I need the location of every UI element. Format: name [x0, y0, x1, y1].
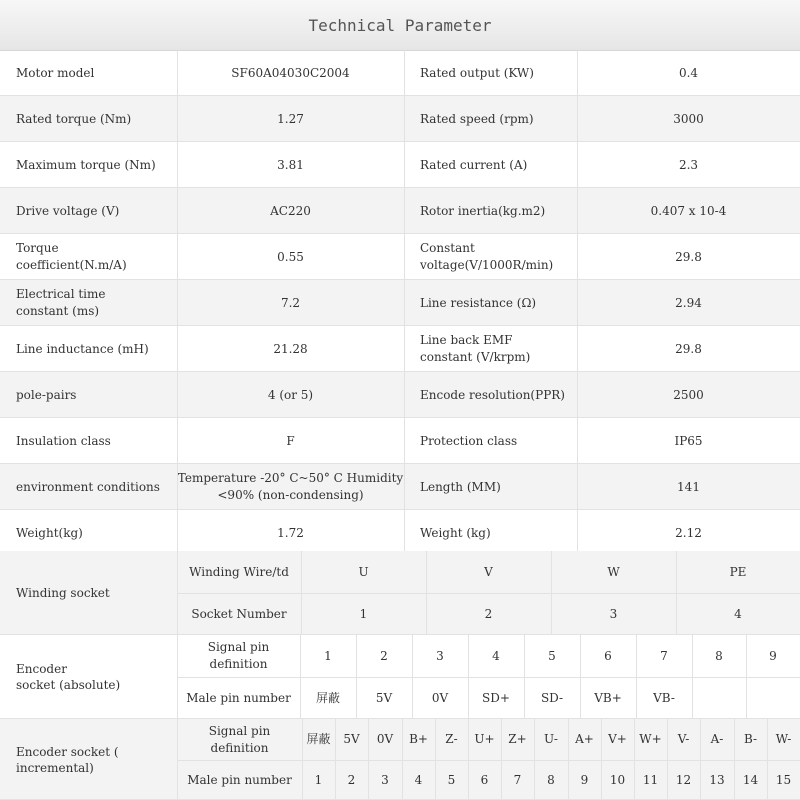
- pin-cell: V: [426, 551, 551, 593]
- param-label: Rated speed (rpm): [404, 96, 577, 142]
- param-label: Length (MM): [404, 464, 577, 510]
- pin-cell: 6: [468, 760, 501, 800]
- pin-cell: A+: [568, 719, 601, 760]
- winding-label: Winding socket: [0, 551, 177, 635]
- pin-cell: B-: [734, 719, 767, 760]
- param-value: 3000: [577, 96, 800, 142]
- param-value: 2500: [577, 372, 800, 418]
- param-label: Line resistance (Ω): [404, 280, 577, 326]
- param-label: Line inductance (mH): [16, 341, 149, 356]
- pin-cell: W-: [767, 719, 800, 760]
- pin-cell: W+: [634, 719, 667, 760]
- row-label: Socket Number: [177, 593, 301, 635]
- pin-cell: 5: [548, 648, 556, 663]
- row-label: Male pin number: [177, 760, 302, 800]
- param-label: Rated output (KW): [420, 65, 534, 80]
- param-value: 1.27: [177, 96, 404, 142]
- pin-cell: 4: [676, 593, 800, 635]
- pin-cell: SD-: [540, 690, 564, 705]
- pin-cell: 8: [534, 760, 568, 800]
- param-value: 141: [577, 464, 800, 510]
- param-value: 1.72: [277, 525, 304, 540]
- pin-cell: 13: [700, 760, 734, 800]
- pin-cell: 11: [634, 760, 667, 800]
- param-value: 29.8: [675, 249, 702, 264]
- param-value: 0.407 x 10-4: [577, 188, 800, 234]
- pin-cell: 3: [368, 760, 402, 800]
- param-label: Encode resolution(PPR): [404, 372, 577, 418]
- pin-cell: 5V: [375, 690, 393, 705]
- pin-cell: 2: [380, 648, 388, 663]
- param-value: 2.3: [678, 157, 699, 172]
- pin-cell: U+: [468, 719, 501, 760]
- grid-line: [404, 50, 405, 556]
- pin-cell: 7: [501, 760, 534, 800]
- param-label: pole-pairs: [0, 372, 177, 418]
- pin-cell: 8: [715, 648, 723, 663]
- pin-cell: 1: [324, 648, 332, 663]
- row-label: Male pin number: [186, 690, 291, 705]
- pin-cell: U: [301, 551, 426, 593]
- param-value: 3.81: [277, 157, 304, 172]
- pin-cell: A-: [700, 719, 734, 760]
- pin-cell: 6: [604, 648, 612, 663]
- grid-line: [577, 50, 578, 556]
- param-label: Weight (kg): [420, 525, 491, 540]
- pin-cell: 1: [301, 593, 426, 635]
- param-label: Protection class: [420, 433, 518, 448]
- pin-cell: 3: [551, 593, 676, 635]
- sheet-title: Technical Parameter: [0, 0, 800, 51]
- param-label: Torque coefficient(N.m/A): [16, 241, 127, 272]
- param-label: Drive voltage (V): [0, 188, 177, 234]
- pin-cell: V+: [601, 719, 634, 760]
- param-value: 29.8: [675, 341, 702, 356]
- pin-cell: PE: [676, 551, 800, 593]
- param-value: 0.4: [678, 65, 699, 80]
- param-value: 7.2: [177, 280, 404, 326]
- param-label: Rotor inertia(kg.m2): [404, 188, 577, 234]
- pin-cell: 0V: [431, 690, 449, 705]
- row-label: Winding Wire/td: [177, 551, 301, 593]
- row-label: Signal pin definition: [207, 640, 270, 671]
- param-value: 2.94: [577, 280, 800, 326]
- pin-cell: [746, 677, 800, 719]
- pin-cell: VB+: [594, 690, 622, 705]
- pin-cell: 9: [769, 648, 777, 663]
- grid-line: [177, 50, 178, 556]
- param-label: Rated current (A): [420, 157, 528, 172]
- pin-cell: Z+: [501, 719, 534, 760]
- param-label: Insulation class: [16, 433, 111, 448]
- param-value: AC220: [177, 188, 404, 234]
- pin-cell: 5V: [335, 719, 368, 760]
- pin-cell: 12: [667, 760, 700, 800]
- pin-cell: 2: [426, 593, 551, 635]
- pin-cell: 1: [302, 760, 335, 800]
- pin-cell: 15: [767, 760, 800, 800]
- grid-line: [177, 760, 800, 761]
- pin-cell: 7: [660, 648, 668, 663]
- pin-cell: 屏蔽: [315, 690, 340, 705]
- row-label: Signal pin definition: [177, 719, 302, 760]
- pin-cell: 3: [436, 648, 444, 663]
- param-label: Line back EMF constant (V/krpm): [420, 333, 531, 364]
- param-value: SF60A04030C2004: [231, 65, 350, 80]
- pin-cell: 0V: [368, 719, 402, 760]
- pin-cell: Z-: [435, 719, 468, 760]
- param-label: Motor model: [16, 65, 95, 80]
- pin-cell: W: [551, 551, 676, 593]
- pin-cell: 14: [734, 760, 767, 800]
- encoder-abs-label: Encoder socket (absolute): [16, 662, 121, 692]
- grid-line: [177, 593, 800, 594]
- pin-cell: 4: [402, 760, 435, 800]
- pin-cell: V-: [667, 719, 700, 760]
- grid-line: [177, 677, 800, 678]
- param-label: Constant voltage(V/1000R/min): [420, 241, 554, 272]
- pin-cell: [692, 677, 746, 719]
- param-value: F: [286, 433, 295, 448]
- pin-cell: 10: [601, 760, 634, 800]
- pin-cell: 9: [568, 760, 601, 800]
- pin-cell: 2: [335, 760, 368, 800]
- param-label: environment conditions: [0, 464, 177, 510]
- param-label: Weight(kg): [16, 525, 83, 540]
- param-value: IP65: [674, 433, 703, 448]
- param-label: Maximum torque (Nm): [16, 157, 156, 172]
- pin-cell: VB-: [653, 690, 675, 705]
- param-value: 4 (or 5): [177, 372, 404, 418]
- pin-cell: U-: [534, 719, 568, 760]
- param-value: 2.12: [675, 525, 702, 540]
- pin-cell: 5: [435, 760, 468, 800]
- param-value: Temperature -20° C~50° C Humidity <90% (non-condensing): [177, 464, 404, 510]
- pin-cell: SD+: [482, 690, 510, 705]
- param-label: Electrical time constant (ms): [0, 280, 177, 326]
- encoder-inc-label: Encoder socket ( incremental): [0, 719, 177, 800]
- pin-cell: 4: [492, 648, 500, 663]
- param-value: 21.28: [273, 341, 308, 356]
- pin-cell: B+: [402, 719, 435, 760]
- param-value: 0.55: [277, 249, 304, 264]
- pin-cell: 屏蔽: [302, 719, 335, 760]
- param-label: Rated torque (Nm): [0, 96, 177, 142]
